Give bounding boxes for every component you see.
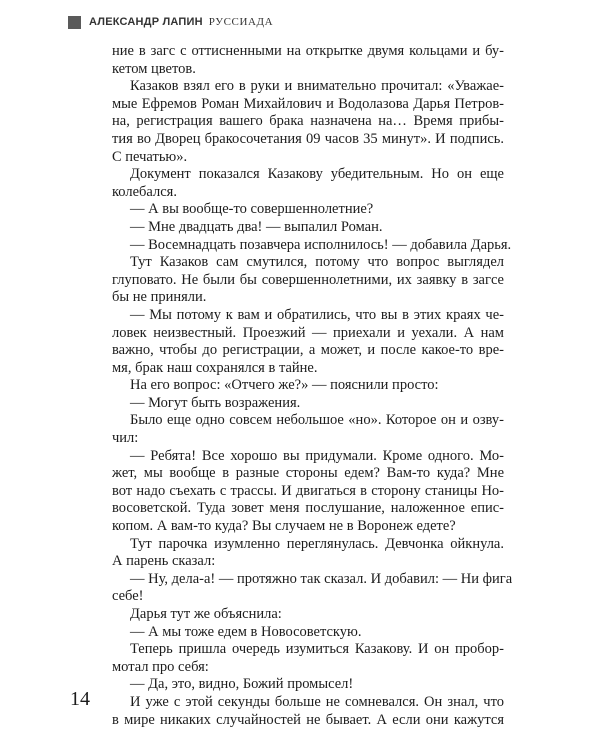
text-line: чил: — [112, 430, 139, 447]
text-line: Тут Казаков сам смутился, потому что вопрос выглядел — [130, 254, 504, 271]
text-line: Тут парочка изумленно переглянулась. Девчонка ойкнула. — [130, 535, 504, 552]
text-line: — Да, это, видно, Божий промысел! — [130, 676, 354, 693]
text-line: — Ну, дела-а! — протяжно так сказал. И добавил: — Ни фига — [130, 570, 513, 587]
text-line: ние в загс с оттисненными на открытке двумя кольцами и бу- — [112, 43, 504, 59]
text-line: — Ребята! Все хорошо вы придумали. Кроме одного. Мо- — [130, 447, 504, 464]
text-line: На его вопрос: «Отчего же?» — пояснили просто: — [130, 377, 439, 394]
text-line: А парень сказал: — [112, 553, 216, 570]
running-header — [68, 14, 273, 30]
text-line: на, регистрация вашего брака назначена на… Время прибы- — [112, 113, 504, 130]
page-number: 14 — [70, 688, 90, 710]
header-author: АЛЕКСАНДР ЛАПИН — [89, 16, 203, 28]
text-line: себе! — [112, 588, 144, 605]
text-line: Теперь пришла очередь изумиться Казакову. И он пробор- — [130, 641, 504, 658]
text-line: мотал про себя: — [112, 658, 209, 675]
text-line: С печатью». — [112, 148, 188, 165]
text-line: колебался. — [112, 183, 177, 200]
text-line: тия во Дворец бракосочетания 09 часов 35 минут». И подпись. — [112, 130, 504, 147]
text-line: — Мне двадцать два! — выпалил Роман. — [130, 218, 383, 235]
text-line: — А мы тоже едем в Новосоветскую. — [130, 623, 362, 640]
body-text — [112, 43, 513, 729]
text-line: вот надо съехать с трассы. И двигаться в сторону станицы Но- — [112, 482, 504, 499]
text-line: жет, мы вообще в разные стороны едем? Вам-то куда? Мне — [112, 465, 504, 482]
text-line: — Восемнадцать позавчера исполнилось! — добавила Дарья. — [130, 236, 512, 253]
text-line: мя, брак наш сохранялся в тайне. — [112, 359, 318, 376]
text-line: — А вы вообще-то совершеннолетние? — [130, 201, 374, 218]
text-line: И уже с этой секунды больше не сомневался. Он знал, что — [130, 693, 504, 710]
text-line: глуповато. Не были бы совершеннолетними, их заявку в загсе — [112, 271, 504, 288]
text-line: ловек неизвестный. Проезжий — приехали и уехали. А нам — [112, 324, 504, 341]
text-line: в мире никаких случайностей не бывает. А если они кажутся — [112, 711, 504, 728]
text-line: Казаков взял его в руки и внимательно прочитал: «Уважае- — [130, 78, 504, 95]
text-line: — Могут быть возражения. — [130, 394, 301, 411]
text-line: восоветской. Туда зовет меня послушание, наложенное епис- — [112, 500, 504, 517]
header-book-title: РУССИАДА — [208, 16, 274, 28]
text-line: важно, чтобы до регистрации, а может, и после какое-то вре- — [112, 342, 504, 359]
text-line: кетом цветов. — [112, 60, 196, 77]
text-line: Документ показался Казакову убедительным. Но он еще — [130, 166, 504, 183]
header-square-mark — [68, 16, 81, 29]
text-line: копом. А вам-то куда? Вы случаем не в Воронеж едете? — [112, 518, 456, 535]
text-line: бы не приняли. — [112, 289, 207, 306]
text-line: мые Ефремов Роман Михайлович и Водолазова Дарья Петров- — [112, 95, 504, 112]
text-line: — Мы потому к вам и обратились, что вы в этих краях че- — [130, 306, 504, 323]
text-line: Дарья тут же объяснила: — [130, 606, 282, 622]
text-line: Было еще одно совсем небольшое «но». Которое он и озву- — [130, 412, 504, 429]
